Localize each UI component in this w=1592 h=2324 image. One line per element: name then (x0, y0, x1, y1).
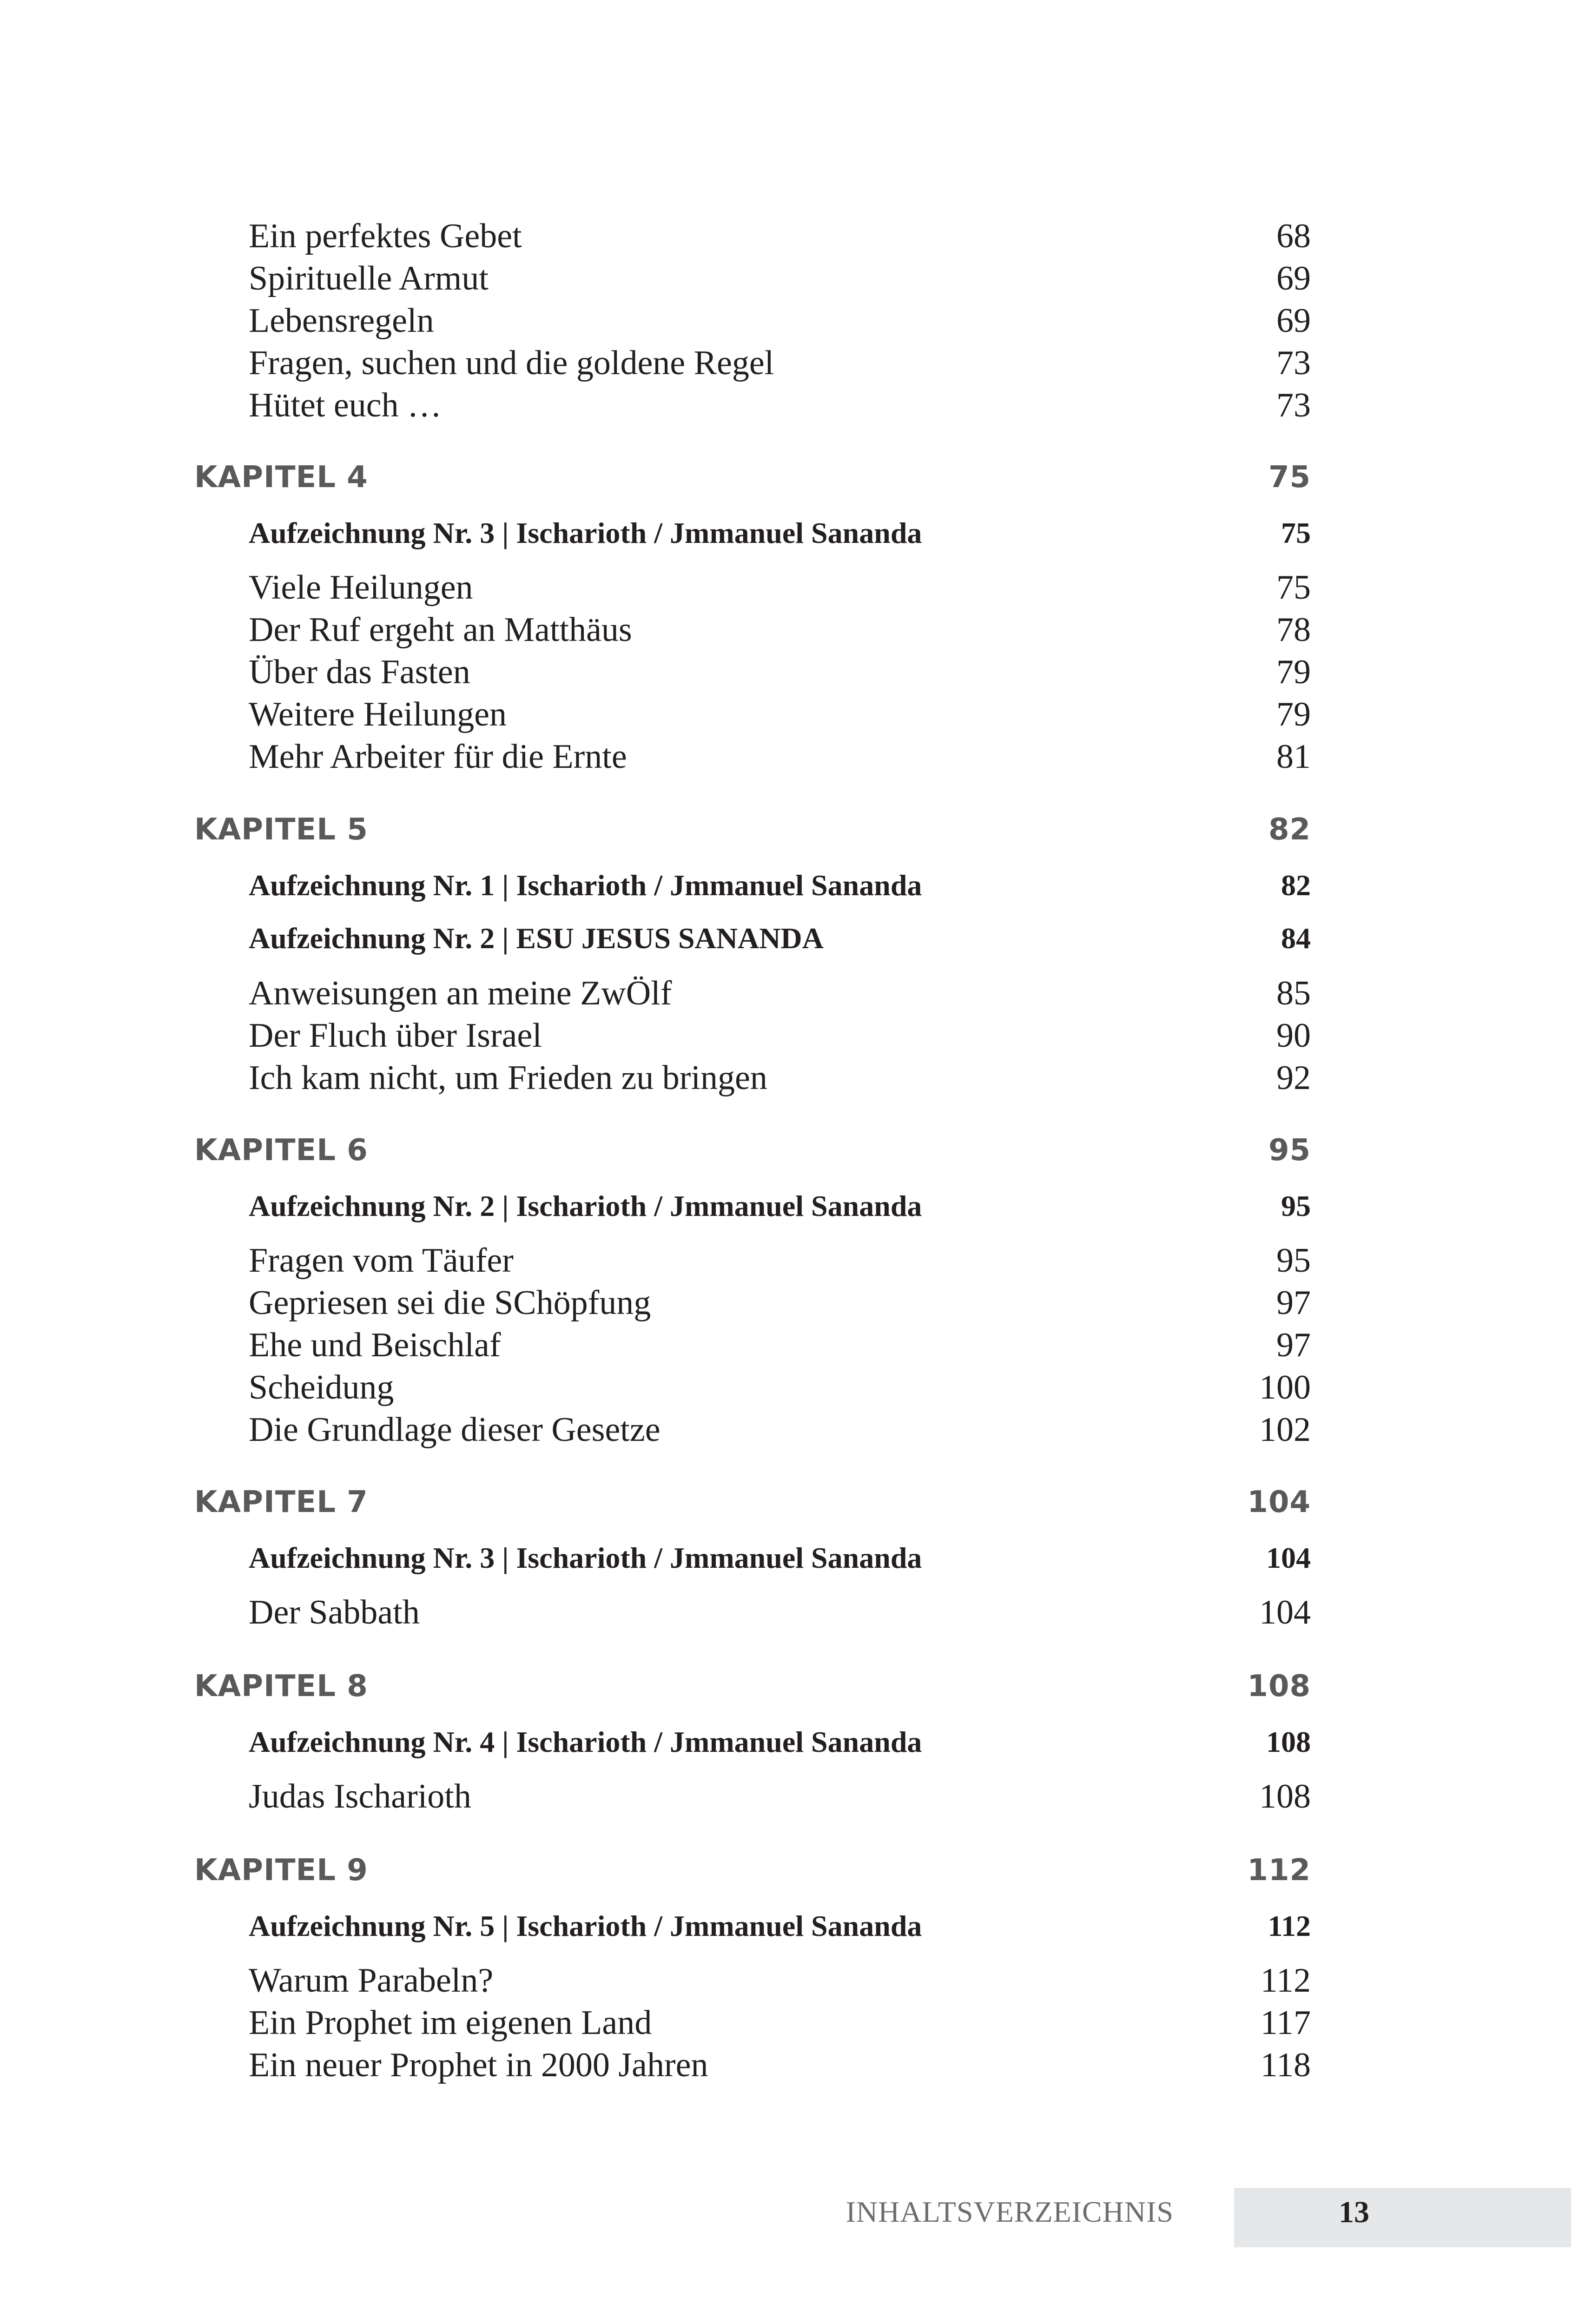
entry-page-number: 90 (1276, 1017, 1311, 1055)
entry-title: Viele Heilungen (249, 568, 473, 607)
entry-page-number: 118 (1260, 2046, 1311, 2084)
entry-page-number: 92 (1276, 1059, 1311, 1097)
entry-title: KAPITEL 6 (194, 1133, 368, 1168)
toc-entry (249, 568, 1311, 611)
entry-page-number: 79 (1276, 653, 1311, 691)
entry-title: KAPITEL 8 (194, 1669, 368, 1703)
entry-title: Aufzeichnung Nr. 1 | Ischarioth / Jmmanuel Sananda (249, 869, 922, 902)
toc-entry (249, 695, 1311, 738)
entry-title: Lebensregeln (249, 302, 434, 340)
entry-title: Der Ruf ergeht an Matthäus (249, 611, 632, 649)
record-heading (249, 516, 1311, 559)
entry-page-number: 84 (1281, 922, 1311, 955)
entry-page-number: 104 (1259, 1593, 1311, 1631)
entry-page-number: 108 (1259, 1777, 1311, 1816)
record-heading (249, 1909, 1311, 1952)
entry-title: Aufzeichnung Nr. 3 | Ischarioth / Jmmanuel Sananda (249, 516, 922, 549)
entry-page-number: 97 (1276, 1284, 1311, 1322)
entry-page-number: 69 (1276, 259, 1311, 297)
entry-page-number: 112 (1260, 1961, 1311, 2000)
toc-entry (249, 343, 1311, 386)
toc-entry (249, 386, 1311, 429)
entry-title: Fragen vom Täufer (249, 1241, 514, 1280)
entry-title: Weitere Heilungen (249, 695, 507, 733)
record-heading (249, 1725, 1311, 1768)
entry-page-number: 85 (1276, 974, 1311, 1012)
toc-entry (249, 653, 1311, 695)
chapter-heading (194, 460, 1311, 503)
entry-title: Ehe und Beischlaf (249, 1326, 501, 1364)
entry-title: Der Sabbath (249, 1593, 420, 1631)
entry-page-number: 117 (1260, 2004, 1311, 2042)
chapter-heading (194, 1669, 1311, 1712)
toc-entry (249, 1593, 1311, 1636)
entry-title: Spirituelle Armut (249, 259, 489, 297)
entry-title: KAPITEL 5 (194, 812, 368, 847)
chapter-heading (194, 812, 1311, 855)
entry-page-number: 81 (1276, 738, 1311, 776)
entry-title: Die Grundlage dieser Gesetze (249, 1411, 661, 1449)
toc-entry (249, 1777, 1311, 1820)
toc-entry (249, 1410, 1311, 1453)
entry-title: Aufzeichnung Nr. 2 | Ischarioth / Jmmanuel Sananda (249, 1189, 922, 1222)
entry-title: Warum Parabeln? (249, 1961, 494, 2000)
toc-entry (249, 1058, 1311, 1101)
entry-page-number: 75 (1268, 460, 1311, 495)
page-number-box (1234, 2188, 1571, 2247)
entry-title: Ich kam nicht, um Frieden zu bringen (249, 1059, 767, 1097)
entry-title: Aufzeichnung Nr. 5 | Ischarioth / Jmmanuel Sananda (249, 1909, 922, 1942)
toc-entry (249, 1016, 1311, 1059)
entry-title: Judas Ischarioth (249, 1777, 471, 1816)
entry-page-number: 69 (1276, 302, 1311, 340)
record-heading (249, 921, 1311, 964)
entry-title: Anweisungen an meine ZwÖlf (249, 974, 672, 1012)
entry-page-number: 78 (1276, 611, 1311, 649)
toc-entry (249, 2046, 1311, 2088)
entry-page-number: 108 (1266, 1725, 1311, 1758)
entry-page-number: 95 (1276, 1241, 1311, 1280)
toc-entry (249, 610, 1311, 653)
entry-title: KAPITEL 4 (194, 460, 368, 495)
entry-page-number: 75 (1281, 516, 1311, 549)
entry-title: Mehr Arbeiter für die Ernte (249, 738, 627, 776)
entry-title: Der Fluch über Israel (249, 1017, 542, 1055)
entry-page-number: 108 (1247, 1669, 1311, 1703)
chapter-heading (194, 1485, 1311, 1528)
entry-page-number: 68 (1276, 217, 1311, 255)
toc-entry (249, 1961, 1311, 2004)
toc-entry (249, 259, 1311, 302)
entry-title: Ein Prophet im eigenen Land (249, 2004, 652, 2042)
entry-title: Hütet euch … (249, 386, 442, 424)
entry-page-number: 73 (1276, 386, 1311, 424)
entry-title: Gepriesen sei die SChöpfung (249, 1284, 651, 1322)
toc-entry (249, 1283, 1311, 1326)
entry-page-number: 104 (1266, 1541, 1311, 1574)
entry-title: Fragen, suchen und die goldene Regel (249, 344, 774, 382)
entry-title: Aufzeichnung Nr. 3 | Ischarioth / Jmmanuel Sananda (249, 1541, 922, 1574)
toc-entry (249, 737, 1311, 780)
page-number: 13 (1339, 2195, 1369, 2229)
entry-title: Aufzeichnung Nr. 4 | Ischarioth / Jmmanuel Sananda (249, 1725, 922, 1758)
entry-page-number: 75 (1276, 568, 1311, 607)
entry-title: Ein neuer Prophet in 2000 Jahren (249, 2046, 708, 2084)
entry-title: KAPITEL 7 (194, 1485, 368, 1519)
record-heading (249, 868, 1311, 911)
toc-entry (249, 974, 1311, 1017)
entry-page-number: 104 (1247, 1485, 1311, 1519)
chapter-heading (194, 1133, 1311, 1176)
record-heading (249, 1541, 1311, 1584)
entry-page-number: 82 (1281, 869, 1311, 902)
entry-page-number: 112 (1268, 1909, 1311, 1942)
entry-page-number: 97 (1276, 1326, 1311, 1364)
entry-title: Ein perfektes Gebet (249, 217, 522, 255)
entry-page-number: 95 (1281, 1189, 1311, 1222)
entry-page-number: 95 (1268, 1133, 1311, 1168)
toc-entry (249, 1241, 1311, 1284)
entry-page-number: 82 (1268, 812, 1311, 847)
entry-title: Scheidung (249, 1368, 394, 1406)
toc-entry (249, 2003, 1311, 2046)
entry-page-number: 100 (1259, 1368, 1311, 1406)
toc-entry (249, 1368, 1311, 1411)
chapter-heading (194, 1853, 1311, 1896)
entry-page-number: 112 (1247, 1853, 1311, 1888)
entry-title: Aufzeichnung Nr. 2 | ESU JESUS SANANDA (249, 922, 824, 955)
entry-title: Über das Fasten (249, 653, 470, 691)
toc-entry (249, 1326, 1311, 1368)
running-title: INHALTSVERZEICHNIS (846, 2195, 1174, 2228)
toc-entry (249, 217, 1311, 259)
entry-page-number: 73 (1276, 344, 1311, 382)
entry-page-number: 102 (1259, 1411, 1311, 1449)
entry-page-number: 79 (1276, 695, 1311, 733)
entry-title: KAPITEL 9 (194, 1853, 368, 1888)
record-heading (249, 1189, 1311, 1232)
toc-entry (249, 301, 1311, 344)
